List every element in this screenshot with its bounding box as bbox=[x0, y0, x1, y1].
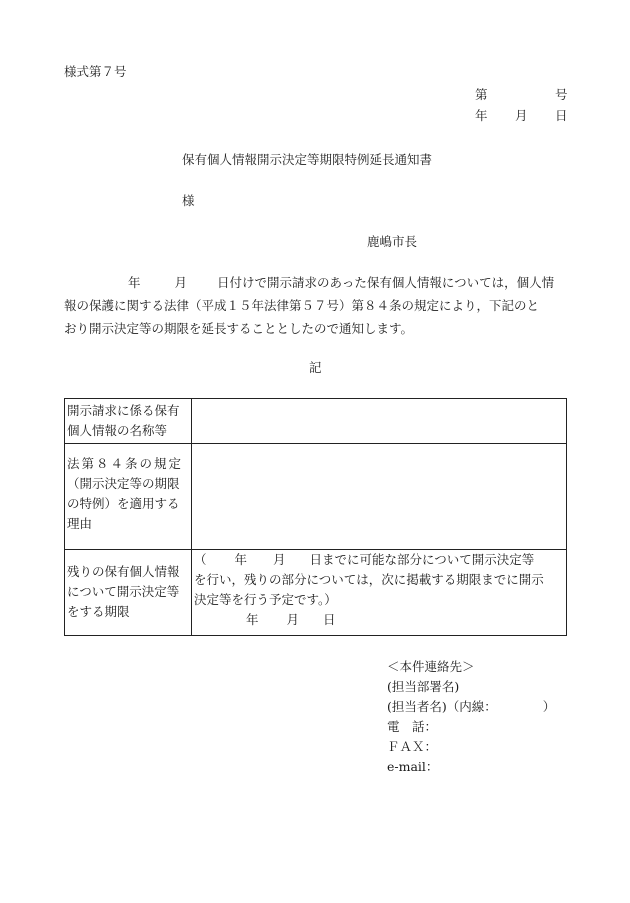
contact-dept: (担当部署名) bbox=[387, 679, 460, 694]
contact-fax: ＦＡＸ： bbox=[387, 739, 438, 754]
ki-heading: 記 bbox=[309, 360, 322, 375]
table-row bbox=[65, 550, 567, 636]
row-value-reason bbox=[192, 444, 567, 550]
contact-tel: 電 話： bbox=[387, 719, 438, 734]
row-label-document-name: 開示請求に係る保有 個人情報の名称等 bbox=[65, 399, 192, 444]
doc-date-day: 日 bbox=[555, 108, 568, 123]
extension-table bbox=[64, 398, 567, 636]
deadline-line-3: 決定等を行う予定です。） bbox=[194, 592, 337, 607]
contact-person: (担当者名)（内線： ） bbox=[387, 699, 556, 714]
row-value-document-name bbox=[192, 399, 567, 444]
row-label-reason: 法第８４条の規定 （開示決定等の期限 の特例）を適用する 理由 bbox=[65, 444, 192, 550]
document-title: 保有個人情報開示決定等期限特例延長通知書 bbox=[182, 152, 433, 167]
doc-date-year: 年 bbox=[475, 108, 488, 123]
body-paragraph bbox=[64, 271, 572, 340]
body-line-1-text: 日付けで開示請求のあった保有個人情報については，個人情 bbox=[217, 275, 555, 290]
contact-block bbox=[387, 657, 555, 777]
table-row bbox=[65, 399, 567, 444]
deadline-date: 年 月 日 bbox=[246, 612, 336, 627]
contact-email: e-mail： bbox=[387, 759, 439, 774]
body-year: 年 bbox=[128, 275, 141, 290]
body-month: 月 bbox=[174, 275, 188, 290]
addressee-sama: 様 bbox=[182, 193, 195, 208]
deadline-line-1: （ 年 月 日までに可能な部分について開示決定等 bbox=[194, 552, 535, 567]
table-row bbox=[65, 444, 567, 550]
form-number: 様式第７号 bbox=[64, 64, 127, 79]
doc-date-month: 月 bbox=[515, 108, 528, 123]
issuer-name: 鹿嶋市長 bbox=[367, 234, 418, 249]
contact-header: ＜本件連絡先＞ bbox=[387, 659, 475, 674]
row-value-deadline bbox=[192, 550, 567, 636]
doc-number-label: 第 bbox=[475, 87, 488, 102]
deadline-line-2: を行い，残りの部分については，次に掲載する期限までに開示 bbox=[194, 572, 544, 587]
row-label-deadline: 残りの保有個人情報 について開示決定等 をする期限 bbox=[65, 550, 192, 636]
body-line-1 bbox=[64, 271, 572, 294]
doc-number-suffix: 号 bbox=[555, 87, 568, 102]
body-line-3: おり開示決定等の期限を延長することとしたので通知します。 bbox=[64, 321, 414, 336]
body-line-2: 報の保護に関する法律（平成１５年法律第５７号）第８４条の規定により，下記のと bbox=[64, 298, 540, 313]
